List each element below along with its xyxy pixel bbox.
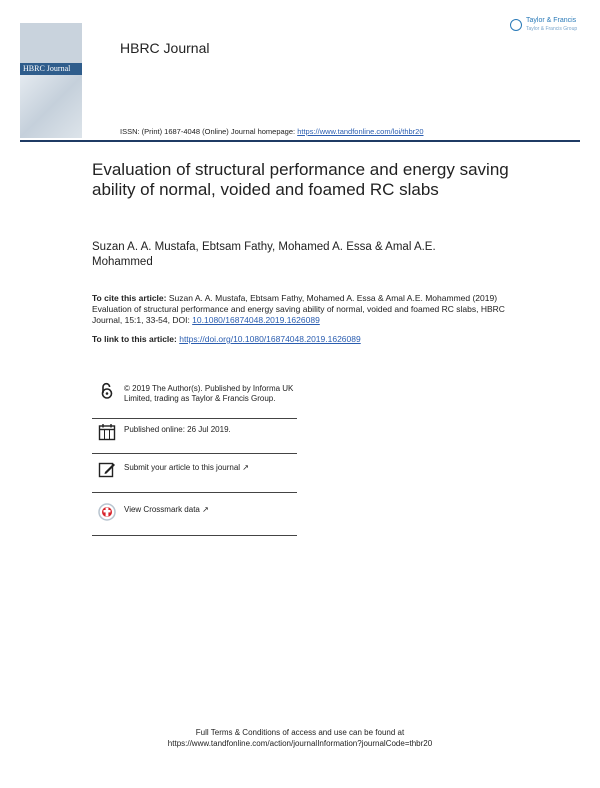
citation-text: Suzan A. A. Mustafa, Ebtsam Fathy, Mohamed A. Essa & Amal A.E. Mohammed (2019) Evaluation of structural performance and energy saving ability of normal, voided and foamed RC slabs, HBRC Journal, 15:1, 33-54, DOI:: [92, 293, 505, 325]
publisher-logo-sub: Taylor & Francis Group: [526, 26, 578, 32]
footer-terms-text: Full Terms & Conditions of access and use can be found at: [195, 728, 405, 737]
submit-article-link[interactable]: Submit your article to this journal ↗: [124, 463, 249, 472]
cover-top-band: [20, 23, 82, 63]
crossmark-row[interactable]: [92, 503, 297, 525]
license-text: © 2019 The Author(s). Published by Informa UK Limited, trading as Taylor & Francis Group.: [124, 384, 294, 403]
citation-label: To cite this article:: [92, 293, 167, 303]
article-authors: Suzan A. A. Mustafa, Ebtsam Fathy, Mohamed A. Essa & Amal A.E. Mohammed: [92, 241, 436, 268]
license-row: [92, 382, 297, 418]
open-access-icon: [98, 382, 116, 400]
publisher-logo[interactable]: [510, 16, 586, 36]
cover-label: HBRC Journal: [20, 63, 82, 75]
journal-title: HBRC Journal: [120, 40, 210, 56]
crossmark-icon: [98, 503, 116, 521]
calendar-icon: [98, 423, 116, 441]
publisher-logo-icon: [510, 19, 522, 31]
meta-divider-2: [92, 453, 297, 454]
footer: [0, 727, 600, 749]
submit-article-row[interactable]: [92, 461, 297, 483]
citation-block: [92, 293, 512, 326]
cover-bottom-art: [20, 75, 82, 138]
journal-homepage-link[interactable]: https://www.tandfonline.com/loi/thbr20: [297, 127, 424, 136]
meta-divider-3: [92, 492, 297, 493]
published-date: Published online: 26 Jul 2019.: [124, 425, 231, 434]
meta-divider-1: [92, 418, 297, 419]
article-link-line: [92, 334, 361, 344]
meta-divider-4: [92, 535, 297, 536]
article-title: Evaluation of structural performance and energy saving ability of normal, voided and foamed RC slabs: [92, 160, 509, 199]
publisher-logo-name: Taylor & Francis: [526, 17, 577, 24]
article-link-label: To link to this article:: [92, 334, 180, 344]
header-divider: [20, 140, 580, 142]
issn-text: ISSN: (Print) 1687-4048 (Online) Journal homepage:: [120, 127, 298, 136]
issn-line: [120, 127, 424, 136]
citation-doi-link[interactable]: 10.1080/16874048.2019.1626089: [192, 315, 320, 325]
crossmark-link[interactable]: View Crossmark data ↗: [124, 505, 209, 514]
journal-cover-image: [20, 23, 82, 138]
footer-terms-url[interactable]: https://www.tandfonline.com/action/journalInformation?journalCode=thbr20: [167, 739, 433, 748]
article-doi-url[interactable]: https://doi.org/10.1080/16874048.2019.1626089: [179, 334, 361, 344]
published-row: [92, 423, 297, 445]
edit-icon: [98, 461, 116, 479]
